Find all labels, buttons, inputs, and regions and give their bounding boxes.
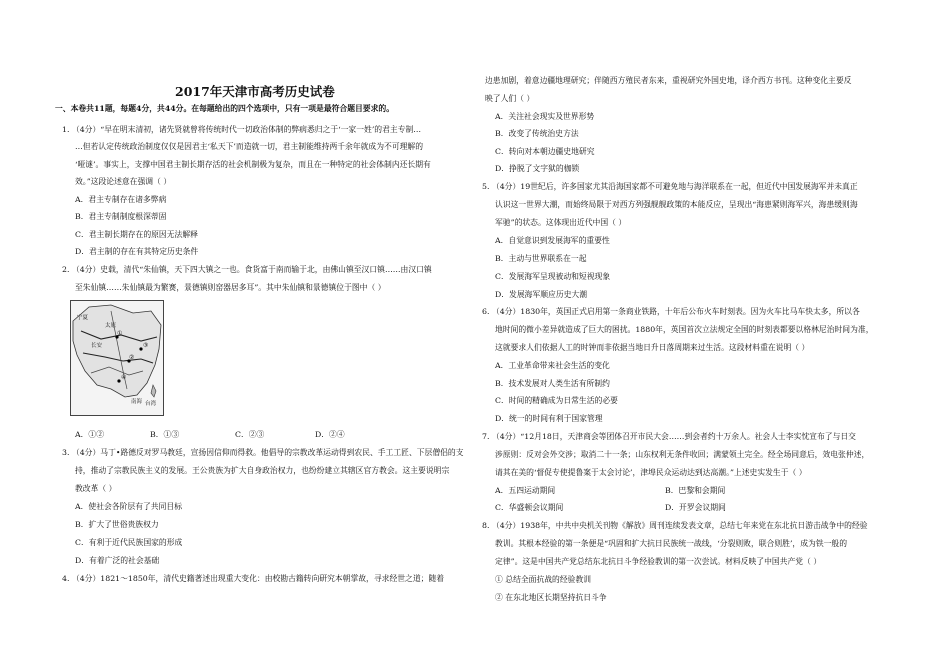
option-b[interactable]: B．①③ <box>150 430 180 439</box>
question-1-line: 1. （4分）“早在明末清初，诸先贤就曾将传统时代一切政治体制的弊病悉归之于‘一家一姓’的君主专制… <box>62 125 422 134</box>
china-map-figure <box>70 300 164 416</box>
option-c[interactable]: C．发展海军呈现被动和短视现象 <box>495 272 611 281</box>
question-4-line: 4. （4分）1821～1850年，清代史籍著述出现重大变化：由校勘古籍转向研究本朝掌故，寻求经世之道；随着 <box>62 574 445 583</box>
option-c[interactable]: C．有利于近代民族国家的形成 <box>75 538 183 547</box>
option-d[interactable]: D．挣脱了文字狱的枷锁 <box>495 164 580 173</box>
question-1-line: …但若认定传统政治制度仅仅是因君主‘私天下’而造就一切，君主制能维持两千余年就成为不可理解的 <box>75 142 424 151</box>
option-c[interactable]: C．时间的精确成为日常生活的必要 <box>495 396 618 405</box>
option-d[interactable]: D．发展海军顺应历史大潮 <box>495 290 588 299</box>
option-a[interactable]: A．自觉意识到发展海军的重要性 <box>495 236 610 245</box>
question-8-line: 定律”。这是中国共产党总结东北抗日斗争经验教训的第一次尝试。材料反映了中国共产党（ ） <box>495 557 822 566</box>
map-label: 台湾 <box>145 401 157 407</box>
question-4-line: 映了人们（ ） <box>485 94 535 103</box>
map-marker: ④ <box>121 374 127 381</box>
map-label: 太原 <box>105 323 117 329</box>
question-3-line: 3. （4分）马丁•路德反对罗马教廷，宣扬因信仰而得救。他倡导的宗教改革运动得到农民、手工工匠、下层僧侣的支 <box>62 448 464 457</box>
option-b[interactable]: B．君主专制制度根深蒂固 <box>75 212 167 221</box>
map-label: 长安 <box>91 343 103 349</box>
question-7-line: 请其在美的‘督促专使提鲁案于太会讨论’，津埠民众运动达到达高潮。”上述史实发生于（ ） <box>495 468 807 477</box>
question-1-line: 效。”这段论述意在强调（ ） <box>75 177 172 186</box>
section-heading: 一、本卷共11题，每题4分，共44分。在每题给出的四个选项中，只有一项是最符合题目要求的。 <box>55 104 394 113</box>
option-a[interactable]: A．工业革命带来社会生活的变化 <box>495 361 610 370</box>
question-6-line: 这就要求人们依据人工的时钟而非依据当地日升日落周期来过生活。这段材料重在说明（ ） <box>495 343 810 352</box>
question-2-line: 至朱仙镇……朱仙镇最为繁赛，景德镇则窑器居多耳”。其中朱仙镇和景德镇位于图中（ ） <box>75 283 386 292</box>
statement-1: ① 总结全面抗战的经验教训 <box>495 575 592 584</box>
question-1-line: ‘哑谜’。事实上，支撑中国君主制长期存活的社会机制极为复杂，而且在一种特定的社会体制内还长期有 <box>75 160 431 169</box>
map-label: 南海 <box>131 399 143 405</box>
map-marker: ② <box>129 354 135 361</box>
option-c[interactable]: C．君主制长期存在的原因无法解释 <box>75 230 198 239</box>
option-b[interactable]: B．主动与世界联系在一起 <box>495 254 587 263</box>
option-a[interactable]: A．①② <box>75 430 105 439</box>
question-5-line: 5. （4分）19世纪后，许多国家尤其沿海国家都不可避免地与海洋联系在一起，但近代中国发展海军并未真正 <box>482 182 858 191</box>
question-7-line: 7. （4分）“12月18日，天津商会等团体召开市民大会……到会者约十万余人。社会人士李实忱宣布了与日交 <box>482 432 856 441</box>
question-5-line: 军驰”的状态。这体现出近代中国（ ） <box>495 218 627 227</box>
map-marker: ③ <box>143 342 149 349</box>
option-b[interactable]: B．改变了传统治史方法 <box>495 129 579 138</box>
question-3-line: 持，推动了宗教民族主义的发展。王公贵族为扩大自身政治权力，也纷纷建立其辖区官方教会。这主要说明宗 <box>75 466 450 475</box>
option-b[interactable]: B．扩大了世俗贵族权力 <box>75 520 159 529</box>
question-2-line: 2. （4分）史载，清代“朱仙镇，天下四大镇之一也。食货富于南而输于北，由佛山镇至汉口镇……由汉口镇 <box>62 265 432 274</box>
option-d[interactable]: D．君主制的存在有其特定历史条件 <box>75 247 199 256</box>
option-c[interactable]: C．转向对本朝边疆史地研究 <box>495 147 595 156</box>
option-d[interactable]: D．②④ <box>315 430 345 439</box>
statement-2: ② 在东北地区长期坚持抗日斗争 <box>495 593 607 602</box>
question-4-line: 边患加剧，着意边疆地理研究；伴随西方殖民者东来，重视研究外国史地，译介西方书刊。这种变化主要反 <box>485 76 852 85</box>
option-d[interactable]: D．有着广泛的社会基础 <box>75 556 160 565</box>
page-title: 2017年天津市高考历史试卷 <box>175 84 335 99</box>
option-c[interactable]: C．②③ <box>235 430 265 439</box>
question-7-line: 涉原则：反对会外交涉；取消二十一条；山东权利无条件收回；满蒙领土完全。经全场同意后，效电张仲述， <box>495 450 870 459</box>
question-6-line: 6. （4分）1830年，英国正式启用第一条商业铁路，十年后公布火车时刻表。因为火车比马车快太多，所以各 <box>482 307 860 316</box>
option-d[interactable]: D．开罗会议期间 <box>665 503 726 512</box>
question-8-line: 8. （4分）1938年，中共中央机关刊物《解放》周刊连续发表文章，总结七年来党在东北抗日游击战争中的经验 <box>482 521 868 530</box>
option-b[interactable]: B．巴黎和会期间 <box>665 486 726 495</box>
option-b[interactable]: B．技术发展对人类生活有所制约 <box>495 379 610 388</box>
option-c[interactable]: C．华盛顿会议期间 <box>495 503 564 512</box>
map-marker: ① <box>117 330 123 337</box>
map-label: 宁夏 <box>77 315 89 321</box>
question-8-line: 教训。其根本经验的第一条便是“巩固和扩大抗日民族统一战线，‘分裂则败，联合则胜’，成为铁一般的 <box>495 539 848 548</box>
question-6-line: 地时间的微小差异就造成了巨大的困扰。1880年，英国首次立法规定全国的时刻表都要以格林尼治时间为准， <box>495 325 874 334</box>
option-d[interactable]: D．统一的时间有利于国家管理 <box>495 414 603 423</box>
option-a[interactable]: A．五四运动期间 <box>495 486 556 495</box>
question-3-line: 教改革（ ） <box>75 484 117 493</box>
option-a[interactable]: A．君主专制存在诸多弊病 <box>75 195 167 204</box>
question-5-line: 认识这一世界大潮，而始终局限于对西方列强舰舰政策的本能反应，呈现出“海患紧则海军兴，海患缓则海 <box>495 200 858 209</box>
option-a[interactable]: A．使社会各阶层有了共同目标 <box>75 502 182 511</box>
option-a[interactable]: A．关注社会现实及世界形势 <box>495 112 595 121</box>
